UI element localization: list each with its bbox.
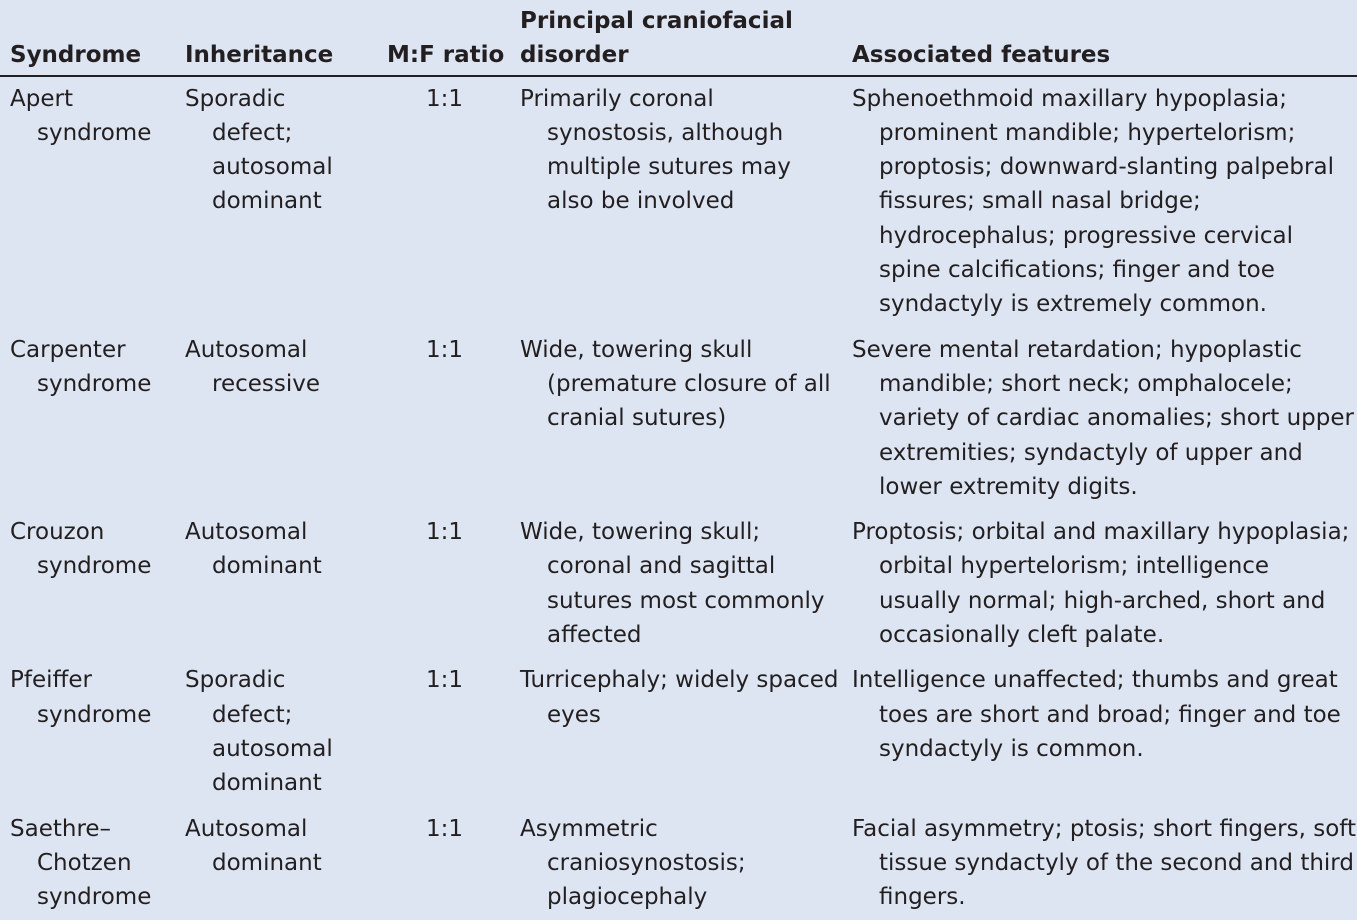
features-value: Severe mental retardation; hypoplastic mandible; short neck; omphalocele; variety of cardiac anomalies; short upper extremities; syndactyly of upper and lower extremity digits. [852, 336, 1354, 500]
cell-ratio: 1:1 [426, 85, 464, 112]
cell-disorder [510, 658, 842, 806]
disorder-value: Wide, towering skull; coronal and sagittal sutures most commonly affected [520, 519, 825, 649]
cell-disorder [510, 807, 842, 920]
syndrome-name: Crouzon syndrome [10, 519, 152, 580]
cell-disorder [510, 510, 842, 658]
cell-inheritance [175, 510, 371, 658]
cell-inheritance [175, 76, 371, 328]
cell-disorder [510, 76, 842, 328]
table-row [0, 76, 1357, 328]
cell-features [842, 328, 1357, 510]
cell-syndrome [0, 658, 175, 806]
table-header [0, 0, 1357, 76]
table-row [0, 510, 1357, 658]
cell-features [842, 658, 1357, 806]
cell-syndrome [0, 76, 175, 328]
syndrome-name: Pfeiffer syndrome [10, 667, 152, 728]
cell-syndrome [0, 328, 175, 510]
cell-syndrome [0, 510, 175, 658]
inheritance-value: Autosomal recessive [185, 336, 321, 397]
inheritance-value: Sporadic defect; autosomal dominant [185, 85, 333, 215]
header-syndrome: Syndrome [0, 0, 175, 76]
cell-syndrome [0, 807, 175, 920]
features-value: Facial asymmetry; ptosis; short fingers, soft tissue syndactyly of the second and third fingers. [852, 815, 1357, 911]
table-body [0, 76, 1357, 920]
cell-ratio: 1:1 [426, 667, 464, 694]
disorder-value: Turricephaly; widely spaced eyes [520, 667, 839, 728]
header-ratio: M:F ratio [371, 0, 510, 76]
disorder-value: Asymmetric craniosynostosis; plagiocephaly [520, 815, 746, 911]
inheritance-value: Sporadic defect; autosomal dominant [185, 667, 333, 797]
cell-features [842, 510, 1357, 658]
cell-inheritance [175, 328, 371, 510]
table-row [0, 658, 1357, 806]
cell-inheritance [175, 807, 371, 920]
inheritance-value: Autosomal dominant [185, 519, 322, 580]
header-inheritance: Inheritance [175, 0, 371, 76]
cell-features [842, 76, 1357, 328]
header-disorder-line2: disorder [520, 42, 629, 69]
header-row [0, 0, 1357, 76]
header-disorder-line1: Principal craniofacial [520, 8, 793, 34]
cell-ratio: 1:1 [426, 336, 464, 363]
features-value: Sphenoethmoid maxillary hypoplasia; prominent mandible; hypertelorism; proptosis; downward-slanting palpebral fissures; small nasal bridge; hydrocephalus; progressive cervical spine calcifications; finger and toe syndactyly is extremely common. [852, 85, 1334, 318]
features-value: Proptosis; orbital and maxillary hypoplasia; orbital hypertelorism; intelligence usually normal; high-arched, short and occasionally cleft palate. [852, 519, 1350, 649]
syndrome-name: Saethre–Chotzen syndrome [10, 815, 152, 911]
syndrome-name: Carpenter syndrome [10, 336, 152, 397]
syndrome-name: Apert syndrome [10, 85, 152, 146]
disorder-value: Wide, towering skull (premature closure of all cranial sutures) [520, 336, 831, 432]
table-row [0, 328, 1357, 510]
cell-ratio: 1:1 [426, 519, 464, 546]
disorder-value: Primarily coronal synostosis, although multiple sutures may also be involved [520, 85, 791, 215]
header-disorder [510, 0, 842, 76]
header-features: Associated features [842, 0, 1357, 76]
cell-features [842, 807, 1357, 920]
inheritance-value: Autosomal dominant [185, 815, 322, 876]
features-value: Intelligence unaffected; thumbs and great toes are short and broad; finger and toe syndactyly is common. [852, 667, 1341, 762]
table-row [0, 807, 1357, 920]
cell-inheritance [175, 658, 371, 806]
cell-ratio: 1:1 [426, 815, 464, 842]
cell-disorder [510, 328, 842, 510]
